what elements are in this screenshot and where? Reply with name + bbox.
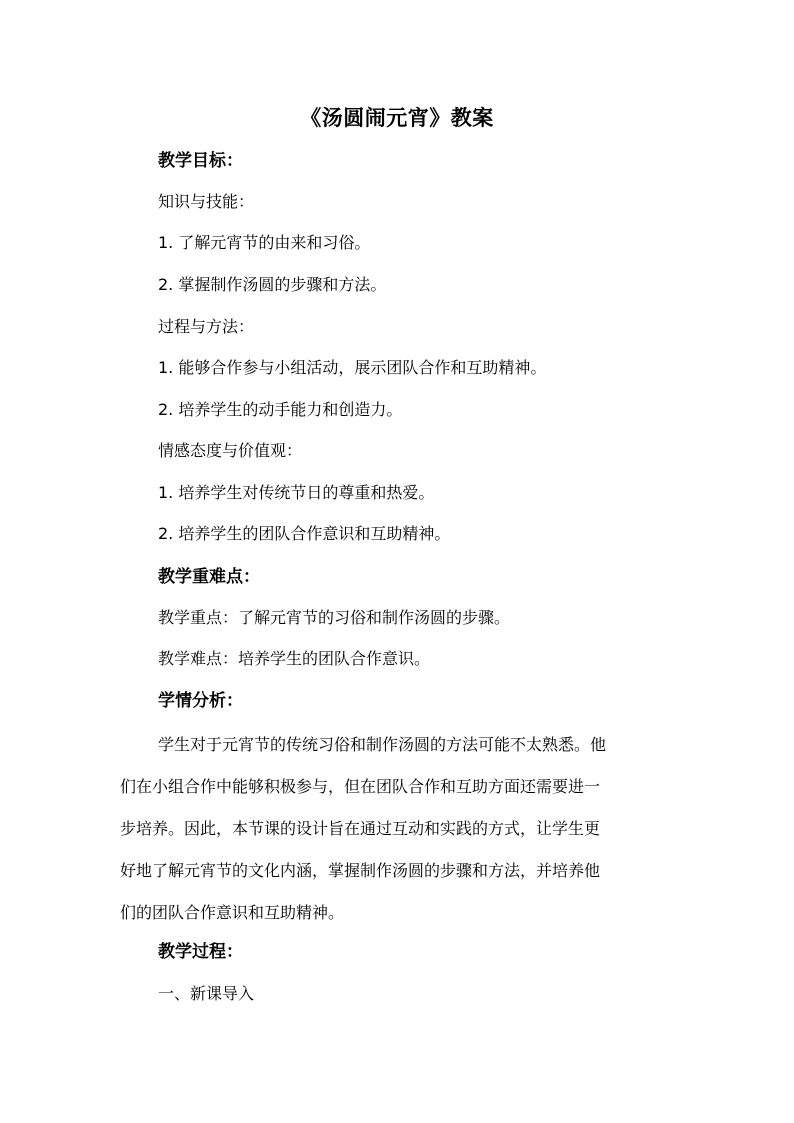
label-emotion-values: 情感态度与价值观： [158, 441, 303, 460]
paragraph-line: 们在小组合作中能够积极参与，但在团队合作和互助方面还需要进一 [120, 777, 601, 796]
document-title: 《汤圆闹元宵》教案 [300, 106, 494, 130]
text-key-point: 教学重点：了解元宵节的习俗和制作汤圆的步骤。 [158, 608, 511, 627]
paragraph-line: 步培养。因此，本节课的设计旨在通过互动和实践的方式，让学生更 [120, 819, 601, 838]
list-item-process-2: 2. 培养学生的动手能力和创造力。 [158, 400, 403, 419]
text-step-new-lesson-intro: 一、新课导入 [158, 984, 255, 1003]
text-difficult-point: 教学难点：培养学生的团队合作意识。 [158, 649, 431, 668]
paragraph-learning-analysis [120, 735, 676, 925]
list-item-knowledge-2: 2. 掌握制作汤圆的步骤和方法。 [158, 275, 387, 294]
paragraph-line: 们的团队合作意识和互助精神。 [120, 903, 345, 922]
heading-teaching-goals: 教学目标： [158, 151, 243, 171]
list-item-emotion-2: 2. 培养学生的团队合作意识和互助精神。 [158, 524, 451, 543]
label-process-methods: 过程与方法： [158, 317, 255, 336]
heading-teaching-process: 教学过程： [158, 942, 243, 962]
paragraph-line: 学生对于元宵节的传统习俗和制作汤圆的方法可能不太熟悉。他 [158, 735, 607, 754]
list-item-process-1: 1. 能够合作参与小组活动，展示团队合作和互助精神。 [158, 358, 547, 377]
label-knowledge-skills: 知识与技能： [158, 192, 255, 211]
heading-learning-analysis: 学情分析： [158, 691, 243, 711]
list-item-knowledge-1: 1. 了解元宵节的由来和习俗。 [158, 233, 371, 252]
heading-key-difficult-points: 教学重难点： [158, 567, 260, 587]
list-item-emotion-1: 1. 培养学生对传统节日的尊重和热爱。 [158, 483, 435, 502]
paragraph-line: 好地了解元宵节的文化内涵，掌握制作汤圆的步骤和方法，并培养他 [120, 861, 601, 880]
